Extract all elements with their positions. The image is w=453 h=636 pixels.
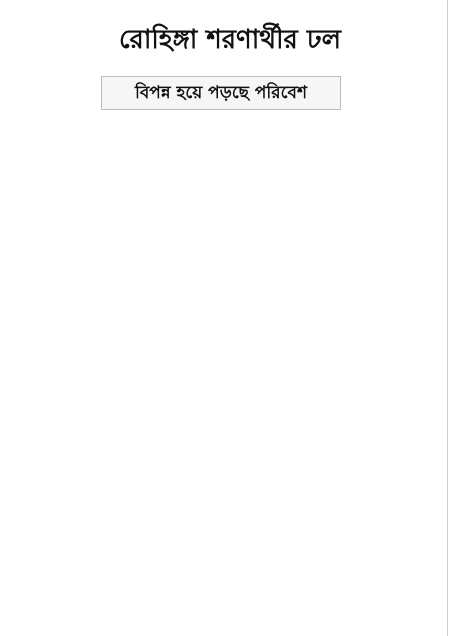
body-line [8, 564, 439, 584]
body-line [8, 324, 439, 344]
body-line [8, 544, 439, 564]
body-line [8, 404, 439, 424]
body-line [8, 484, 439, 504]
body-line [8, 244, 439, 264]
body-line [8, 164, 439, 184]
body-line [8, 384, 439, 404]
body-line [8, 184, 439, 204]
body-line [8, 364, 439, 384]
body-line [8, 444, 439, 464]
body-line [8, 464, 439, 484]
body-line [8, 204, 439, 224]
body-line [8, 504, 439, 524]
body-line [8, 264, 439, 284]
page-edge-rule [447, 0, 448, 636]
body-line [8, 344, 439, 364]
body-line [8, 424, 439, 444]
body-line [8, 524, 439, 544]
body-line [8, 584, 439, 604]
subheadline: বিপন্ন হয়ে পড়ছে পরিবেশ [134, 83, 307, 103]
body-line [8, 144, 439, 164]
body-line [8, 124, 439, 144]
body-line [8, 224, 439, 244]
article-body [8, 124, 439, 624]
headline: রোহিঙ্গা শরণার্থীর ঢল [119, 25, 341, 55]
body-line [8, 304, 439, 324]
body-line [8, 284, 439, 304]
headline-block [0, 0, 453, 110]
subheadline-box [101, 76, 341, 110]
